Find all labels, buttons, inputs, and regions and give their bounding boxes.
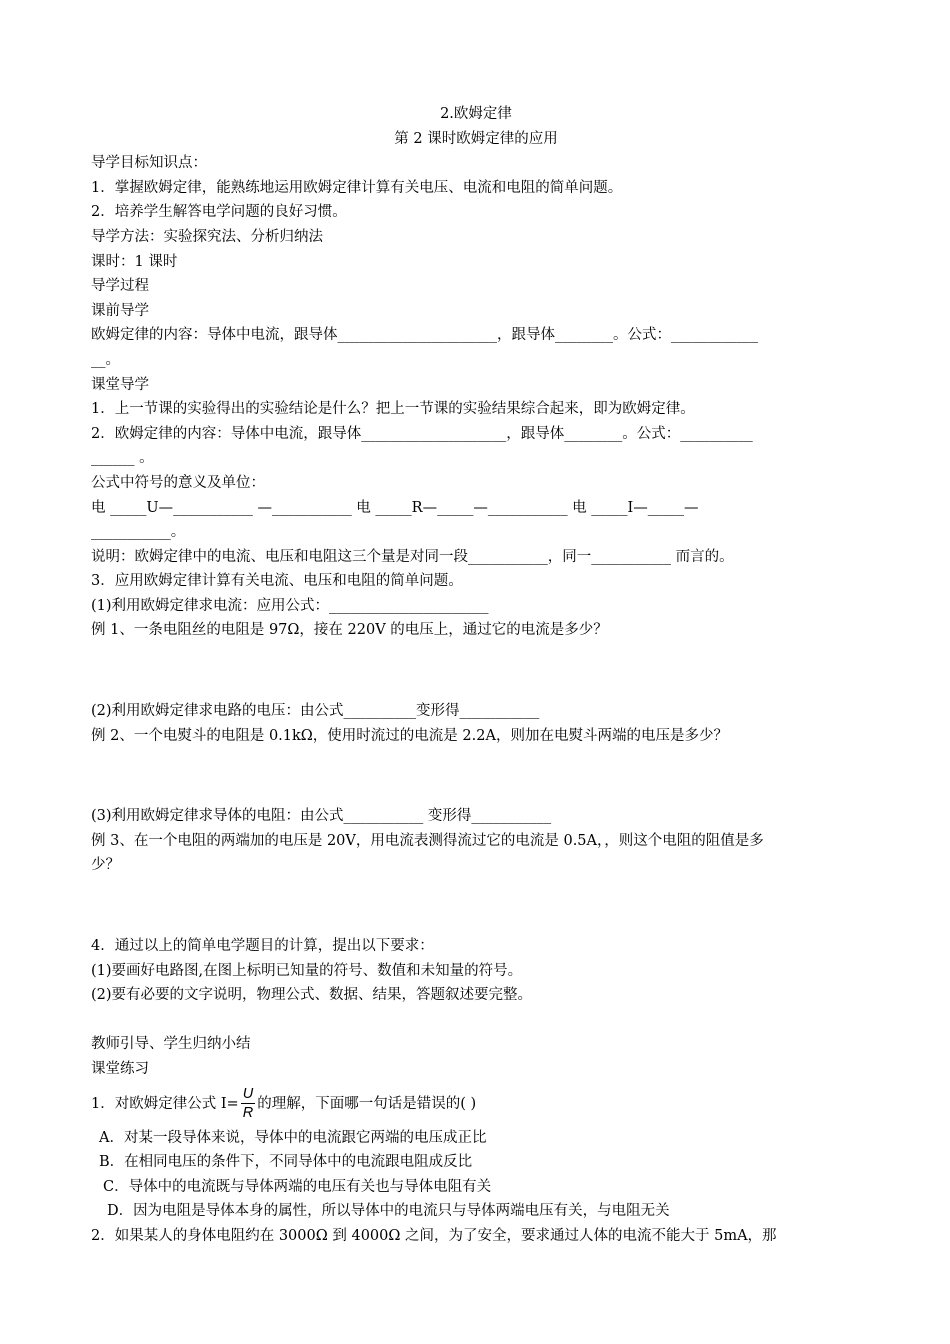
- question-2: 2．如果某人的身体电阻约在 3000Ω 到 4000Ω 之间，为了安全，要求通过人体的电流不能大于 5mA，那: [91, 1227, 777, 1244]
- text-line: 2．欧姆定律的内容：导体中电流，跟导体____________________，跟导体________。公式：__________: [91, 425, 753, 442]
- option-b: B．在相同电压的条件下，不同导体中的电流跟电阻成反比: [99, 1154, 473, 1171]
- text-line: 1．上一节课的实验得出的实验结论是什么？把上一节课的实验结果综合起来，即为欧姆定律。: [91, 401, 695, 418]
- section-heading: 课堂导学: [91, 376, 149, 393]
- text-line: (1)利用欧姆定律求电流：应用公式：______________________: [91, 597, 489, 614]
- option-d: D．因为电阻是导体本身的属性，所以导体中的电流只与导体两端电压有关，与电阻无关: [107, 1203, 670, 1220]
- text-line: 电 _____U—___________ —___________ 电 _____R—_____—___________ 电 _____I—_____—: [91, 499, 699, 516]
- text-line: 3．应用欧姆定律计算有关电流、电压和电阻的简单问题。: [91, 573, 463, 590]
- question-1-prefix: 1．对欧姆定律公式 I=: [91, 1095, 239, 1112]
- document-subtitle: 第 2 课时欧姆定律的应用: [394, 130, 558, 147]
- text-line: 导学目标知识点：: [91, 155, 207, 172]
- fraction-numerator: U: [242, 1086, 254, 1103]
- section-heading: 课堂练习: [91, 1061, 149, 1077]
- question-1: [91, 1082, 861, 1126]
- option-a: A．对某一段导体来说，导体中的电流跟它两端的电压成正比: [99, 1129, 487, 1146]
- text-line: 4．通过以上的简单电学题目的计算，提出以下要求：: [91, 938, 434, 955]
- question-1-suffix: 的理解，下面哪一句话是错误的( ): [257, 1095, 477, 1112]
- text-line: ___________。: [91, 524, 186, 541]
- text-line: 说明：欧姆定律中的电流、电压和电阻这三个量是对同一段___________，同一___________ 而言的。: [91, 548, 734, 565]
- section-heading: 教师引导、学生归纳小结: [91, 1036, 251, 1053]
- text-line: 1．掌握欧姆定律，能熟练地运用欧姆定律计算有关电压、电流和电阻的简单问题。: [91, 179, 623, 196]
- example-line: 例 2、一个电熨斗的电阻是 0.1kΩ，使用时流过的电流是 2.2A，则加在电熨斗两端的电压是多少？: [91, 727, 728, 744]
- example-line: 例 3、在一个电阻的两端加的电压是 20V，用电流表测得流过它的电流是 0.5A，，则这个电阻的阻值是多: [91, 832, 764, 849]
- fraction-denominator: R: [242, 1105, 254, 1122]
- text-line: ______ 。: [91, 450, 154, 467]
- ohm-formula-fraction: [241, 1085, 255, 1122]
- answer-space: [91, 878, 861, 934]
- blank-space: [91, 1008, 861, 1033]
- text-line: (2)利用欧姆定律求电路的电压：由公式__________变形得___________: [91, 703, 540, 720]
- text-line: 导学方法：实验探究法、分析归纳法: [91, 228, 323, 245]
- text-line: 欧姆定律的内容：导体中电流，跟导体______________________，跟导体________。公式：____________: [91, 327, 758, 344]
- example-line: 少？: [91, 857, 120, 874]
- section-heading: 课前导学: [91, 302, 149, 319]
- text-line: (3)利用欧姆定律求导体的电阻：由公式___________ 变形得___________: [91, 808, 552, 825]
- text-line: 2．培养学生解答电学问题的良好习惯。: [91, 204, 347, 221]
- text-line: 公式中符号的意义及单位：: [91, 474, 265, 491]
- option-c: C．导体中的电流既与导体两端的电压有关也与导体电阻有关: [103, 1178, 492, 1195]
- text-line: (1)要画好电路图,在图上标明已知量的符号、数值和未知量的符号。: [91, 962, 523, 979]
- document-title: 2.欧姆定律: [440, 106, 512, 122]
- section-heading: 导学过程: [91, 278, 149, 295]
- text-line: __。: [91, 351, 120, 368]
- answer-space: [91, 643, 861, 699]
- text-line: (2)要有必要的文字说明，物理公式、数据、结果，答题叙述要完整。: [91, 987, 533, 1004]
- text-line: 课时：1 课时: [91, 253, 178, 270]
- document-page: [91, 102, 861, 1249]
- answer-space: [91, 748, 861, 804]
- example-line: 例 1、一条电阻丝的电阻是 97Ω，接在 220V 的电压上，通过它的电流是多少？: [91, 622, 608, 639]
